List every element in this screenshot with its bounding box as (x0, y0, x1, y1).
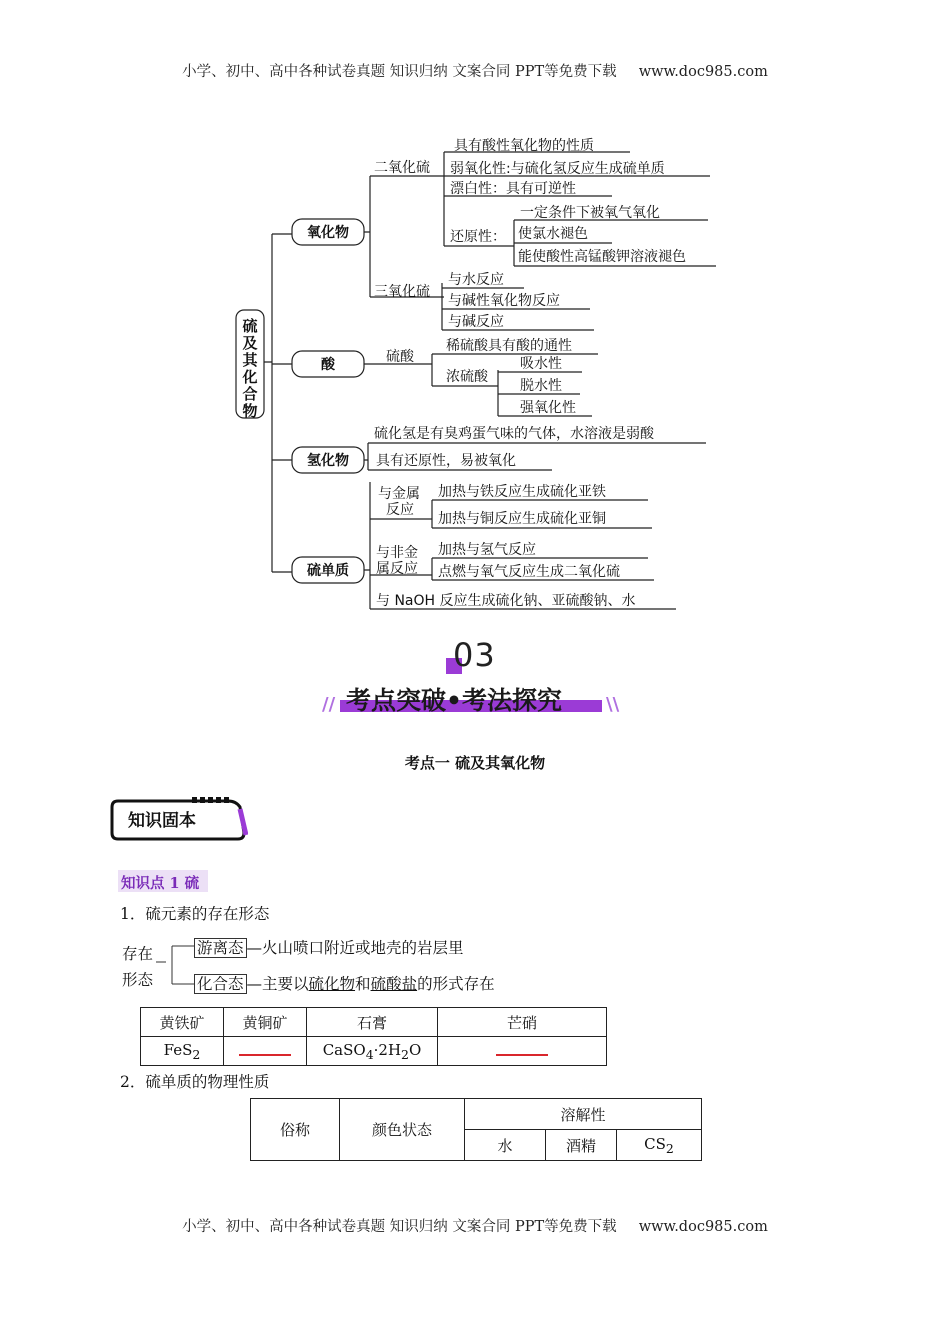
label-conc: 浓硫酸 (446, 369, 488, 385)
solubility-cs2-text: CS (644, 1134, 666, 1153)
label-metal-a: 与金属 (378, 486, 420, 502)
combined-desc-sulfate: 硫酸盐 (370, 975, 418, 993)
mineral-header-3: 石膏 (307, 1008, 438, 1037)
so3-prop-1: 与水反应 (448, 272, 504, 288)
metal-1: 加热与铁反应生成硫化亚铁 (438, 484, 606, 500)
answer-blank-2[interactable] (496, 1046, 548, 1056)
mineral-value-3 (307, 1037, 438, 1066)
mineral-header-4: 芒硝 (438, 1008, 607, 1037)
combined-desc-c: 和 (355, 975, 371, 993)
minerals-table (140, 1007, 607, 1066)
exist-bracket (156, 944, 196, 992)
label-so3: 三氧化硫 (374, 284, 430, 300)
mineral-value-1-text: FeS (163, 1040, 193, 1059)
mineral-value-1 (141, 1037, 224, 1066)
exist-label-1: 存在 (122, 945, 154, 963)
label-nonmetal-a: 与非金 (376, 545, 418, 561)
label-h2so4: 硫酸 (386, 349, 414, 365)
phys-header-name: 俗称 (251, 1099, 340, 1161)
label-reducing: 还原性： (450, 229, 506, 245)
label-acid: 酸 (321, 357, 335, 373)
conc-3: 强氧化性 (520, 400, 576, 416)
reducing-3: 能使酸性高锰酸钾溶液褪色 (518, 249, 686, 265)
mineral-value-4[interactable] (438, 1037, 607, 1066)
so3-prop-3: 与碱反应 (448, 314, 504, 330)
label-sulfur: 硫单质 (307, 563, 349, 579)
slash-right: \\ (606, 694, 620, 715)
solubility-cs2 (617, 1130, 702, 1161)
combined-desc-sulfide: 硫化物 (308, 975, 356, 993)
phys-header-solubility: 溶解性 (465, 1099, 702, 1130)
root-label: 硫及其化合物 (242, 317, 258, 420)
item-2-heading: 2．硫单质的物理性质 (120, 1073, 270, 1091)
page-footer (0, 1215, 950, 1236)
footer-text: 小学、初中、高中各种试卷真题 知识归纳 文案合同 PPT等免费下载 (182, 1219, 617, 1235)
solubility-cs2-sub: 2 (665, 1140, 674, 1156)
physical-props-table (250, 1098, 702, 1161)
mineral-value-3d: 2 (401, 1046, 409, 1062)
mineral-header-1: 黄铁矿 (141, 1008, 224, 1037)
naoh-reaction: 与 NaOH 反应生成硫化钠、亚硫酸钠、水 (376, 593, 636, 609)
answer-blank-1[interactable] (239, 1046, 291, 1056)
footer-url[interactable]: www.doc985.com (638, 1219, 768, 1235)
knowledge-point-tag (118, 870, 208, 892)
h2s-1: 硫化氢是有臭鸡蛋气味的气体，水溶液是弱酸 (374, 426, 654, 442)
slash-left: // (322, 694, 336, 715)
free-state-box: 游离态 (194, 938, 247, 958)
mineral-value-1-sub: 2 (192, 1046, 201, 1062)
header-url[interactable]: www.doc985.com (638, 64, 768, 80)
solubility-water: 水 (465, 1130, 546, 1161)
combined-desc-e: 的形式存在 (417, 975, 495, 993)
knowledge-point-label: 知识点 1 硫 (121, 875, 200, 892)
mineral-value-3b: 4 (365, 1046, 374, 1062)
free-state-desc: —火山喷口附近或地壳的岩层里 (246, 939, 464, 957)
header-text: 小学、初中、高中各种试卷真题 知识归纳 文案合同 PPT等免费下载 (182, 64, 617, 80)
mineral-header-2: 黄铜矿 (224, 1008, 307, 1037)
solubility-alcohol: 酒精 (546, 1130, 617, 1161)
mind-map (0, 0, 950, 640)
nonmetal-2: 点燃与氧气反应生成二氧化硫 (438, 564, 620, 580)
exist-label-2: 形态 (122, 971, 154, 989)
section-title: 考点突破•考法探究 (346, 686, 562, 715)
phys-header-color: 颜色状态 (340, 1099, 465, 1161)
badge-label: 知识固本 (128, 811, 196, 831)
topic-heading: 考点一 硫及其氧化物 (404, 754, 546, 772)
so2-prop-3: 漂白性：具有可逆性 (450, 181, 576, 197)
conc-2: 脱水性 (520, 378, 562, 394)
h2s-2: 具有还原性，易被氧化 (376, 453, 516, 469)
mineral-value-3a: CaSO (322, 1040, 366, 1059)
combined-desc-a: —主要以 (246, 975, 309, 993)
dilute-acid: 稀硫酸具有酸的通性 (446, 338, 572, 354)
mineral-value-3c: ·2H (373, 1040, 402, 1059)
mineral-value-2[interactable] (224, 1037, 307, 1066)
label-nonmetal-b: 属反应 (376, 561, 418, 577)
label-so2: 二氧化硫 (374, 160, 430, 176)
nonmetal-1: 加热与氢气反应 (438, 542, 536, 558)
label-oxide: 氧化物 (307, 225, 349, 241)
mineral-value-3e: O (409, 1040, 422, 1059)
label-metal-b: 反应 (386, 502, 414, 518)
reducing-2: 使氯水褪色 (518, 226, 588, 242)
combined-state-box: 化合态 (194, 974, 247, 994)
reducing-1: 一定条件下被氧气氧化 (520, 205, 660, 221)
section-number: 03 (453, 636, 496, 674)
item-1-heading: 1．硫元素的存在形态 (120, 905, 270, 923)
so2-prop-1: 具有酸性氧化物的性质 (454, 138, 594, 154)
so2-prop-2: 弱氧化性:与硫化氢反应生成硫单质 (450, 161, 665, 177)
label-hydride: 氢化物 (307, 453, 349, 469)
conc-1: 吸水性 (520, 356, 562, 372)
metal-2: 加热与铜反应生成硫化亚铜 (438, 511, 606, 527)
so3-prop-2: 与碱性氧化物反应 (448, 293, 560, 309)
